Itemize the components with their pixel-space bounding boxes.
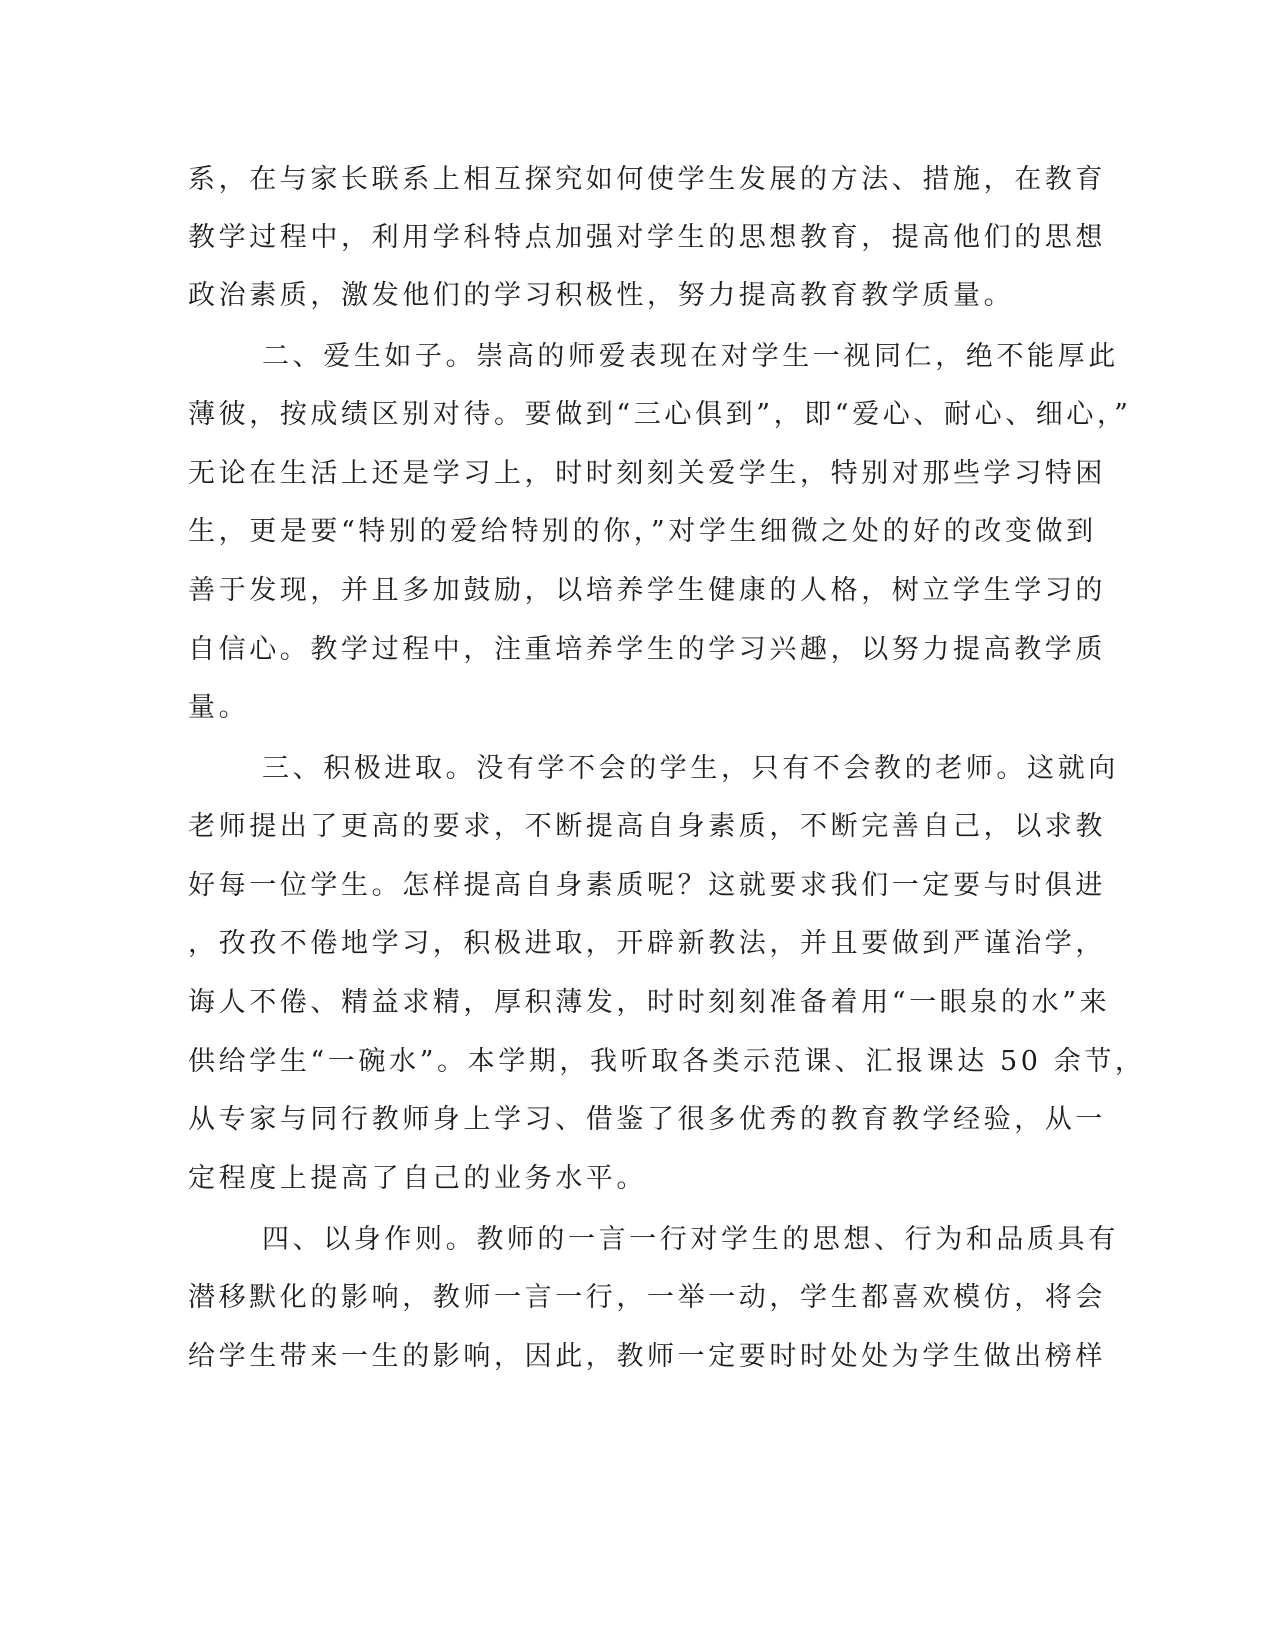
text-line: 从专家与同行教师身上学习、借鉴了很多优秀的教育教学经验，从一 bbox=[188, 1104, 1106, 1135]
text-line: 无论在生活上还是学习上，时时刻刻关爱学生，特别对那些学习特困 bbox=[188, 458, 1106, 489]
text-line: 诲人不倦、精益求精，厚积薄发，时时刻刻准备着用“一眼泉的水”来 bbox=[188, 987, 1111, 1018]
text-line: 给学生带来一生的影响，因此，教师一定要时时处处为学生做出榜样 bbox=[188, 1341, 1106, 1372]
text-line: 生，更是要“特别的爱给特别的你，”对学生细微之处的好的改变做到 bbox=[188, 516, 1097, 547]
paragraph-heading-line: 三、积极进取。没有学不会的学生，只有不会教的老师。这就向 bbox=[262, 753, 1119, 784]
text-line: 薄彼，按成绩区别对待。要做到“三心俱到”，即“爱心、耐心、细心，” bbox=[188, 399, 1132, 430]
paragraph-heading-line: 四、以身作则。教师的一言一行对学生的思想、行为和品质具有 bbox=[262, 1224, 1119, 1255]
text-line: 老师提出了更高的要求，不断提高自身素质，不断完善自己，以求教 bbox=[188, 811, 1106, 842]
text-line: 好每一位学生。怎样提高自身素质呢？这就要求我们一定要与时俱进 bbox=[188, 870, 1106, 901]
text-line: 政治素质，激发他们的学习积极性，努力提高教育教学质量。 bbox=[188, 280, 1015, 311]
text-line: 教学过程中，利用学科特点加强对学生的思想教育，提高他们的思想 bbox=[188, 222, 1106, 253]
text-line: 自信心。教学过程中，注重培养学生的学习兴趣，以努力提高教学质 bbox=[188, 634, 1106, 665]
paragraph-heading-line: 二、爱生如子。崇高的师爱表现在对学生一视同仁，绝不能厚此 bbox=[262, 341, 1119, 372]
text-line: 量。 bbox=[188, 692, 250, 723]
text-line: 系，在与家长联系上相互探究如何使学生发展的方法、措施，在教育 bbox=[188, 164, 1106, 195]
text-line: 潜移默化的影响，教师一言一行，一举一动，学生都喜欢模仿，将会 bbox=[188, 1282, 1106, 1313]
text-line: 供给学生“一碗水”。本学期，我听取各类示范课、汇报课达 50 余节， bbox=[188, 1046, 1146, 1077]
text-line: 善于发现，并且多加鼓励，以培养学生健康的人格，树立学生学习的 bbox=[188, 575, 1106, 606]
text-line: ，孜孜不倦地学习，积极进取，开辟新教法，并且要做到严谨治学， bbox=[188, 928, 1106, 959]
text-line: 定程度上提高了自己的业务水平。 bbox=[188, 1163, 647, 1194]
